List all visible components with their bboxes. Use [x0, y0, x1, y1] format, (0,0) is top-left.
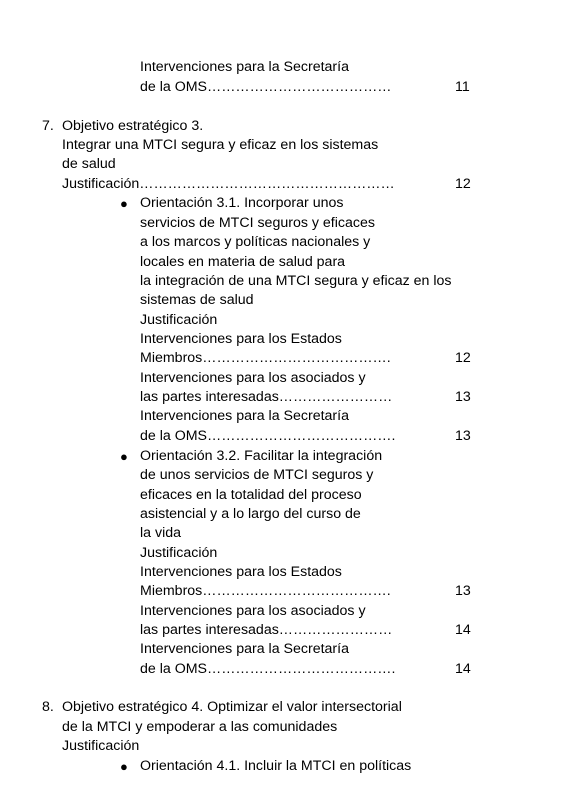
toc-page-number: 13	[455, 583, 471, 599]
toc-page-number: 11	[455, 79, 470, 95]
toc-entry-member-states-line2: Miembros………………………………….	[140, 350, 391, 366]
toc-orientation-3-2-line1: Orientación 3.2. Facilitar la integración	[140, 448, 383, 464]
toc-orientation-3-2-line4: asistencial y a lo largo del curso de	[140, 506, 361, 522]
toc-entry-secretariat-line2: de la OMS…………………………………	[140, 79, 392, 95]
toc-section-number: 7.	[42, 118, 54, 134]
toc-entry-secretariat-line1: Intervenciones para la Secretaría	[140, 59, 349, 75]
toc-section-7-title-line1: Objetivo estratégico 3.	[62, 118, 204, 134]
toc-orientation-3-2-line5: la vida	[140, 525, 182, 541]
toc-page-number: 14	[455, 622, 471, 638]
toc-entry-secretariat-line2: de la OMS………………………………….	[140, 661, 396, 677]
toc-orientation-4-1-line1: Orientación 4.1. Incluir la MTCI en políticas	[140, 758, 412, 774]
toc-orientation-3-1-line6: sistemas de salud	[140, 292, 254, 308]
toc-orientation-3-1-justification: Justificación	[140, 312, 218, 328]
toc-section-7-title-line2: Integrar una MTCI segura y eficaz en los sistemas	[62, 137, 379, 153]
toc-orientation-3-2-justification: Justificación	[140, 545, 218, 561]
toc-section-number: 8.	[42, 699, 54, 715]
toc-page-number: 14	[455, 661, 471, 677]
toc-entry-partners-line1: Intervenciones para los asociados y	[140, 603, 366, 619]
toc-orientation-3-1-line5: la integración de una MTCI segura y eficaz en los	[140, 273, 452, 289]
toc-entry-member-states-line1: Intervenciones para los Estados	[140, 564, 342, 580]
toc-orientation-3-1-line3: a los marcos y políticas nacionales y	[140, 234, 371, 250]
bullet-icon: ●	[120, 449, 128, 464]
toc-page-number: 12	[455, 176, 471, 192]
toc-section-7-justification: Justificación………………………………………………	[62, 176, 395, 192]
toc-entry-member-states-line2: Miembros………………………………….	[140, 583, 391, 599]
toc-entry-partners-line1: Intervenciones para los asociados y	[140, 370, 366, 386]
toc-section-7-title-line3: de salud	[62, 156, 116, 172]
toc-page-number: 12	[455, 350, 471, 366]
toc-section-8-title-line1: Objetivo estratégico 4. Optimizar el valor intersectorial	[62, 699, 402, 715]
toc-orientation-3-1-line2: servicios de MTCI seguros y eficaces	[140, 215, 375, 231]
bullet-icon: ●	[120, 196, 128, 211]
toc-entry-member-states-line1: Intervenciones para los Estados	[140, 331, 342, 347]
toc-entry-secretariat-line2: de la OMS………………………………….	[140, 428, 396, 444]
toc-orientation-3-1-line4: locales en materia de salud para	[140, 254, 346, 270]
toc-orientation-3-1-line1: Orientación 3.1. Incorporar unos	[140, 195, 344, 211]
toc-page-number: 13	[455, 389, 471, 405]
toc-section-8-justification: Justificación	[62, 738, 140, 754]
toc-page-number: 13	[455, 428, 471, 444]
bullet-icon: ●	[120, 759, 128, 774]
toc-section-8-title-line2: de la MTCI y empoderar a las comunidades	[62, 719, 338, 735]
toc-orientation-3-2-line3: eficaces en la totalidad del proceso	[140, 487, 362, 503]
toc-entry-partners-line2: las partes interesadas……………………	[140, 389, 393, 405]
toc-orientation-3-2-line2: de unos servicios de MTCI seguros y	[140, 467, 374, 483]
toc-entry-partners-line2: las partes interesadas……………………	[140, 622, 393, 638]
toc-entry-secretariat-line1: Intervenciones para la Secretaría	[140, 641, 349, 657]
toc-entry-secretariat-line1: Intervenciones para la Secretaría	[140, 408, 349, 424]
